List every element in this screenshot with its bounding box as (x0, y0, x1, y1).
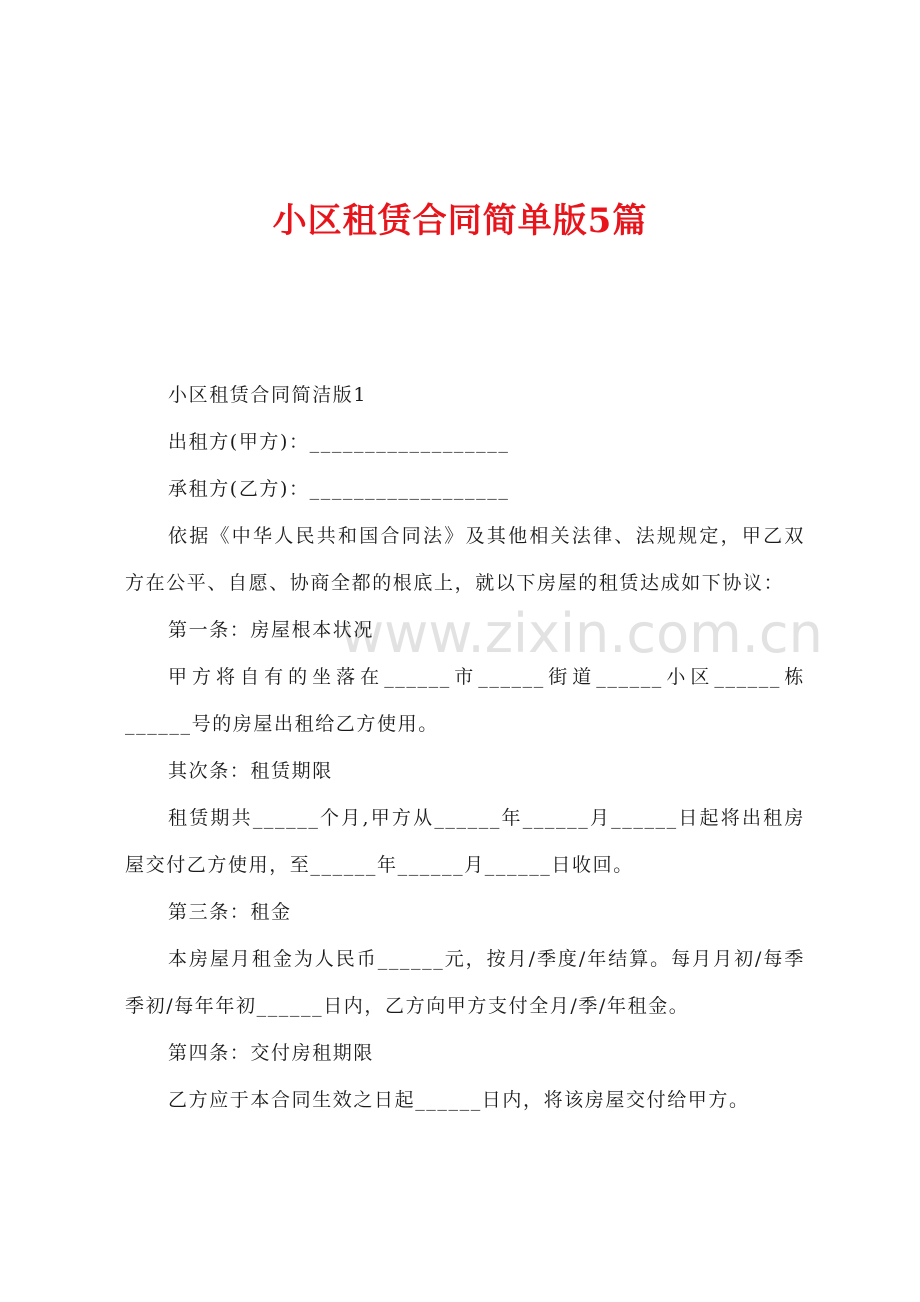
watermark: www.zixin.com.cn (340, 602, 823, 665)
article-3-body: 本房屋月租金为人民币______元，按月/季度/年结算。每月月初/每季季初/每年年初______日内，乙方向甲方支付全月/季/年租金。 (125, 948, 805, 1017)
article-4-body: 乙方应于本合同生效之日起______日内，将该房屋交付给甲方。 (168, 1089, 750, 1111)
article-1-heading: 第一条：房屋根本状况 (168, 619, 375, 641)
lessor-line: 出租方(甲方)：__________________ (168, 431, 510, 453)
article-3-heading: 第三条：租金 (168, 901, 292, 923)
article-1-body: 甲方将自有的坐落在______市______街道______小区______栋______号的房屋出租给乙方使用。 (125, 666, 805, 735)
article-2-heading: 其次条：租赁期限 (168, 760, 333, 782)
article-4-heading: 第四条：交付房租期限 (168, 1042, 375, 1064)
lessee-line: 承租方(乙方)：__________________ (168, 478, 510, 500)
section-heading-contract: 小区租赁合同简洁版1 (168, 384, 368, 406)
document-title: 小区租赁合同简单版5篇 (272, 201, 648, 241)
preamble-paragraph: 依据《中华人民共和国合同法》及其他相关法律、法规规定，甲乙双方在公平、自愿、协商全都的根底上，就以下房屋的租赁达成如下协议： (125, 525, 805, 594)
article-2-body: 租赁期共______个月,甲方从______年______月______日起将出租房屋交付乙方使用，至______年______月______日收回。 (125, 807, 805, 876)
document-body (125, 372, 805, 1124)
